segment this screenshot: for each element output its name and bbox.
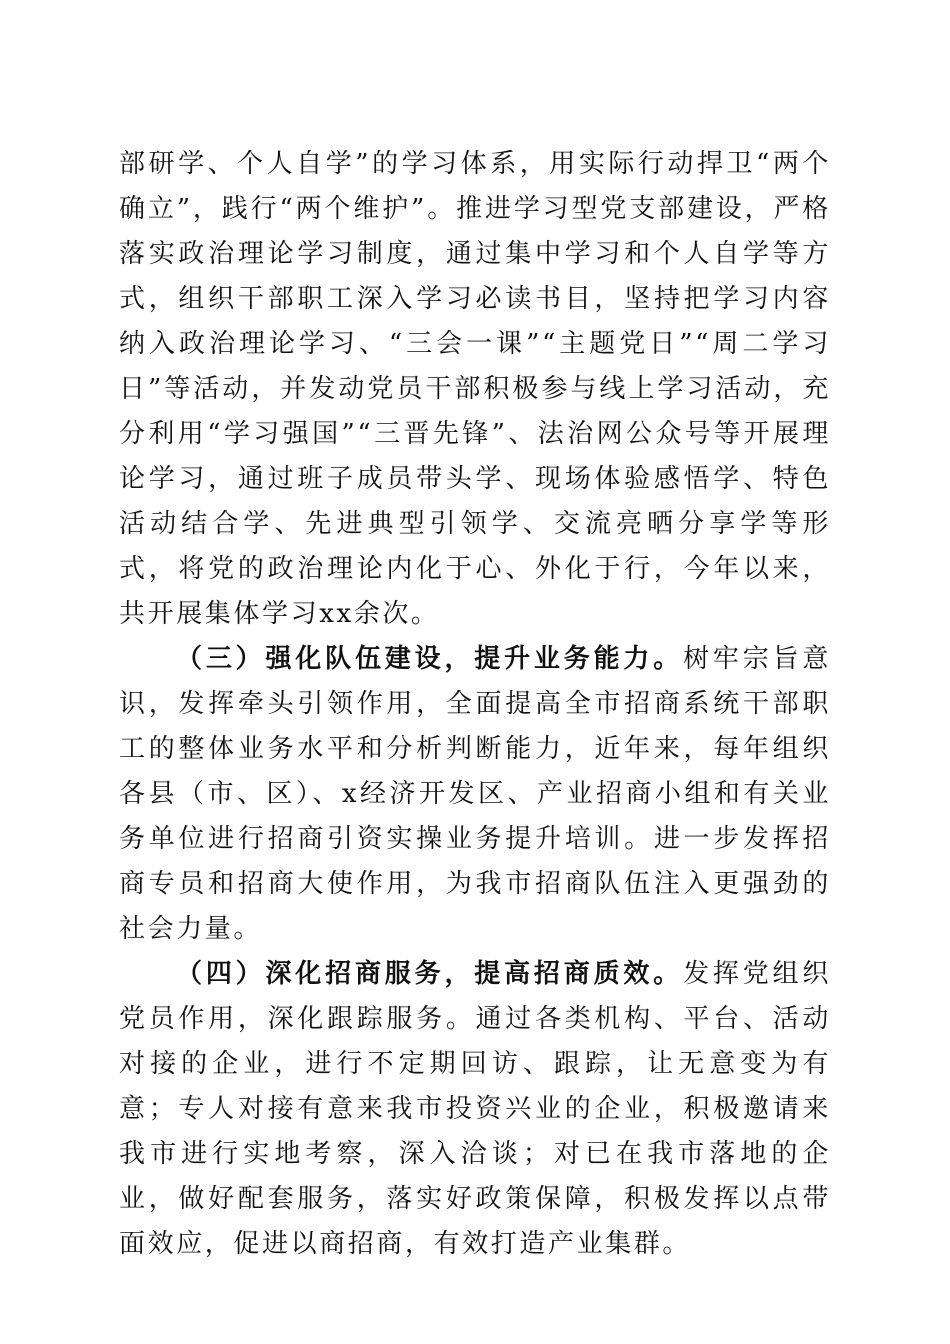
paragraph-2-text: 树牢宗旨意识，发挥牵头引领作用，全面提高全市招商系统干部职工的整体业务水平和分析判断能力，近年来，每年组织各县（市、区）、x经济开发区、产业招商小组和有关业务单位进行招商引资实操业务提升培训。进一步发挥招商专员和招商大使作用，为我市招商队伍注入更强劲的社会力量。 xyxy=(119,644,831,944)
paragraph-2-heading: （三）强化队伍建设，提升业务能力。 xyxy=(176,644,684,674)
paragraph-3 xyxy=(119,952,831,1267)
paragraph-3-heading: （四）深化招商服务，提高招商质效。 xyxy=(176,959,684,989)
paragraph-1 xyxy=(119,142,831,637)
paragraph-1-text: 部研学、个人自学”的学习体系，用实际行动捍卫“两个确立”，践行“两个维护”。推进学习型党支部建设，严格落实政治理论学习制度，通过集中学习和个人自学等方式，组织干部职工深入学习必读书目，坚持把学习内容纳入政治理论学习、“三会一课”“主题党日”“周二学习日”等活动，并发动党员干部积极参与线上学习活动，充分利用“学习强国”“三晋先锋”、法治网公众号等开展理论学习，通过班子成员带头学、现场体验感悟学、特色活动结合学、先进典型引领学、交流亮晒分享学等形式，将党的政治理论内化于心、外化于行，今年以来，共开展集体学习xx余次。 xyxy=(119,149,831,629)
body-text xyxy=(119,142,831,1267)
paragraph-3-text: 发挥党组织党员作用，深化跟踪服务。通过各类机构、平台、活动对接的企业，进行不定期回访、跟踪，让无意变为有意；专人对接有意来我市投资兴业的企业，积极邀请来我市进行实地考察，深入洽谈；对已在我市落地的企业，做好配套服务，落实好政策保障，积极发挥以点带面效应，促进以商招商，有效打造产业集群。 xyxy=(119,959,831,1259)
paragraph-2 xyxy=(119,637,831,952)
